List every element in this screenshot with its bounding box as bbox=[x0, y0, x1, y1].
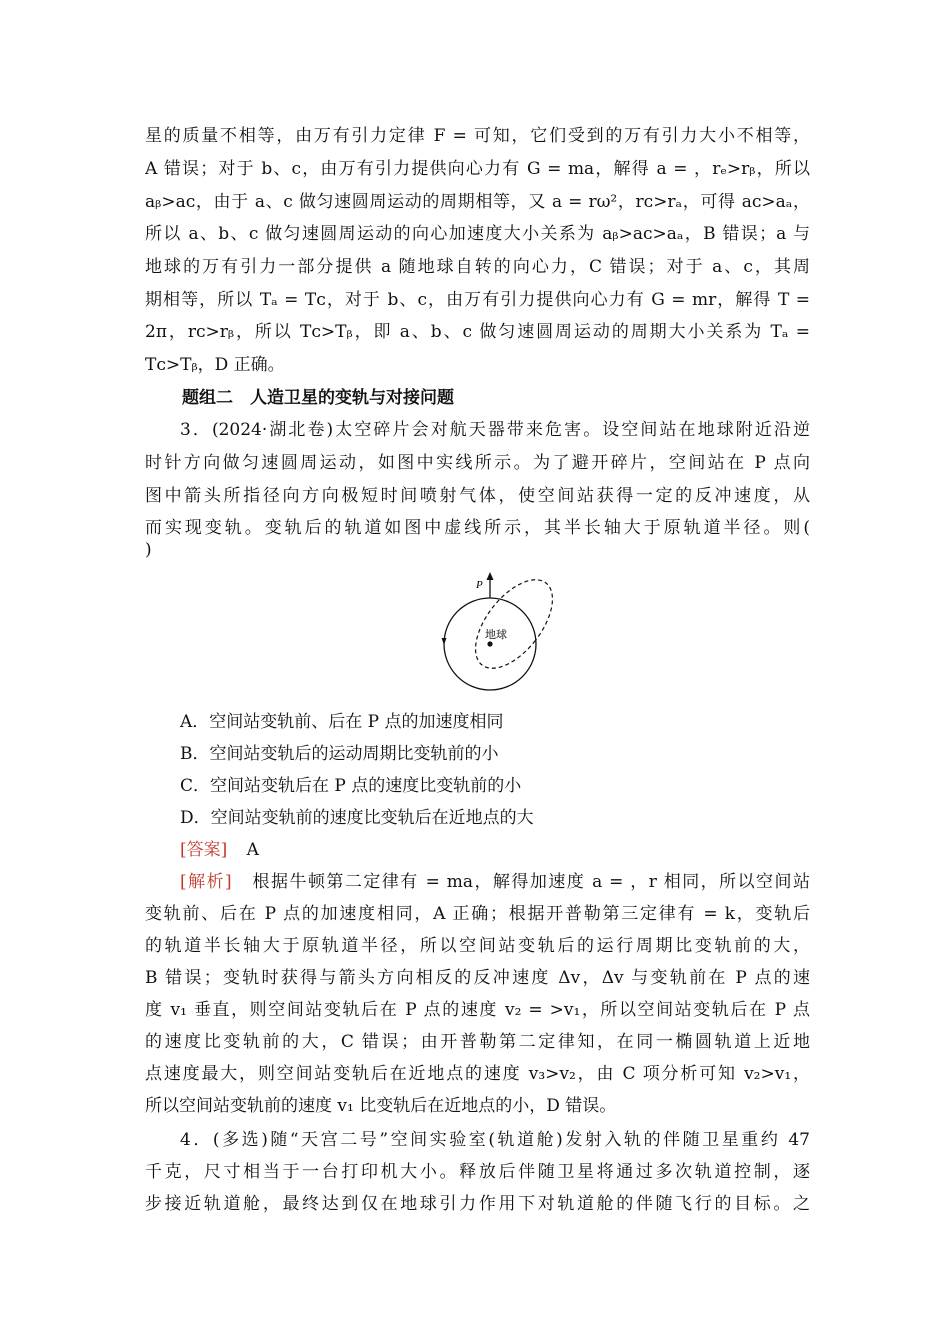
question-3-line: 而实现变轨。变轨后的轨道如图中虚线所示，其半长轴大于原轨道半径。则( bbox=[145, 518, 810, 538]
direction-arrow-icon bbox=[442, 638, 447, 645]
analysis-line: 变轨前、后在 P 点的加速度相同，A 正确；根据开普勒第三定律有 = k，变轨后 bbox=[145, 904, 810, 924]
analysis-line: 的轨道半长轴大于原轨道半径，所以空间站变轨后的运行周期比变轨前的大， bbox=[145, 936, 810, 956]
analysis-line bbox=[180, 870, 810, 894]
arrow-head-icon bbox=[487, 572, 494, 580]
earth-label: 地球 bbox=[485, 628, 507, 641]
analysis-line: B 错误；变轨时获得与箭头方向相反的反冲速度 Δv，Δv 与变轨前在 P 点的速 bbox=[145, 968, 810, 988]
analysis-line: 的速度比变轨前的大，C 错误；由开普勒第二定律知，在同一椭圆轨道上近地 bbox=[145, 1032, 810, 1052]
analysis-tag: [解析] bbox=[180, 872, 232, 892]
analysis-line: 点速度最大，则空间站变轨后在近地点的速度 v₃>v₂，由 C 项分析可知 v₂>v₁， bbox=[145, 1064, 810, 1084]
option-a: A．空间站变轨前、后在 P 点的加速度相同 bbox=[180, 712, 504, 732]
answer-value: A bbox=[246, 840, 259, 860]
text-line: Tᴄ>Tᵦ，D 正确。 bbox=[145, 355, 285, 375]
question-3-line: ) bbox=[145, 540, 152, 560]
text-line: 星的质量不相等，由万有引力定律 F = 可知，它们受到的万有引力大小不相等， bbox=[145, 126, 810, 146]
option-b: B．空间站变轨后的运动周期比变轨前的小 bbox=[180, 744, 499, 764]
earth-center-dot bbox=[487, 641, 492, 646]
answer-tag: [答案] bbox=[180, 840, 228, 860]
section-heading: 题组二 人造卫星的变轨与对接问题 bbox=[182, 388, 454, 408]
option-c: C．空间站变轨后在 P 点的速度比变轨前的小 bbox=[180, 776, 522, 796]
analysis-line: 所以空间站变轨前的速度 v₁ 比变轨后在近地点的小，D 错误。 bbox=[145, 1096, 617, 1116]
p-label: P bbox=[476, 579, 483, 591]
question-4-line: 4．(多选)随“天宫二号”空间实验室(轨道舱)发射入轨的伴随卫星重约 47 bbox=[180, 1130, 810, 1150]
option-d: D．空间站变轨前的速度比变轨后在近地点的大 bbox=[180, 808, 534, 828]
question-3-line: 时针方向做匀速圆周运动，如图中实线所示。为了避开碎片，空间站在 P 点向 bbox=[145, 453, 810, 473]
question-4-line: 步接近轨道舱，最终达到仅在地球引力作用下对轨道舱的伴随飞行的目标。之 bbox=[145, 1194, 810, 1214]
text-line: 所以 a、b、c 做匀速圆周运动的向心加速度大小关系为 aᵦ>aᴄ>aₐ，B 错误；a 与 bbox=[145, 224, 810, 244]
question-3-line: 3．(2024·湖北卷)太空碎片会对航天器带来危害。设空间站在地球附近沿逆 bbox=[180, 420, 810, 440]
text-line: A 错误；对于 b、c，由万有引力提供向心力有 G = ma，解得 a = ，rₑ>rᵦ，所以 bbox=[145, 159, 810, 179]
answer-line bbox=[180, 838, 845, 862]
text-line: 期相等，所以 Tₐ = Tᴄ，对于 b、c，由万有引力提供向心力有 G = mr，解得 T = bbox=[145, 290, 810, 310]
text-line: aᵦ>aᴄ，由于 a、c 做匀速圆周运动的周期相等，又 a = rω²，rᴄ>rₐ，可得 aᴄ>aₐ， bbox=[145, 192, 810, 212]
question-3-line: 图中箭头所指径向方向极短时间喷射气体，使空间站获得一定的反冲速度，从 bbox=[145, 486, 810, 506]
analysis-text: 根据牛顿第二定律有 = ma，解得加速度 a = ，r 相同，所以空间站 bbox=[252, 872, 810, 892]
text-line: 2π，rᴄ>rᵦ，所以 Tᴄ>Tᵦ，即 a、b、c 做匀速圆周运动的周期大小关系为 Tₐ = bbox=[145, 322, 810, 342]
orbit-diagram bbox=[430, 562, 560, 697]
question-4-line: 千克，尺寸相当于一台打印机大小。释放后伴随卫星将通过多次轨道控制，逐 bbox=[145, 1162, 810, 1182]
text-line: 地球的万有引力一部分提供 a 随地球自转的向心力，C 错误；对于 a、c，其周 bbox=[145, 257, 810, 277]
analysis-line: 度 v₁ 垂直，则空间站变轨后在 P 点的速度 v₂ = >v₁，所以空间站变轨后在 P 点 bbox=[145, 1000, 810, 1020]
